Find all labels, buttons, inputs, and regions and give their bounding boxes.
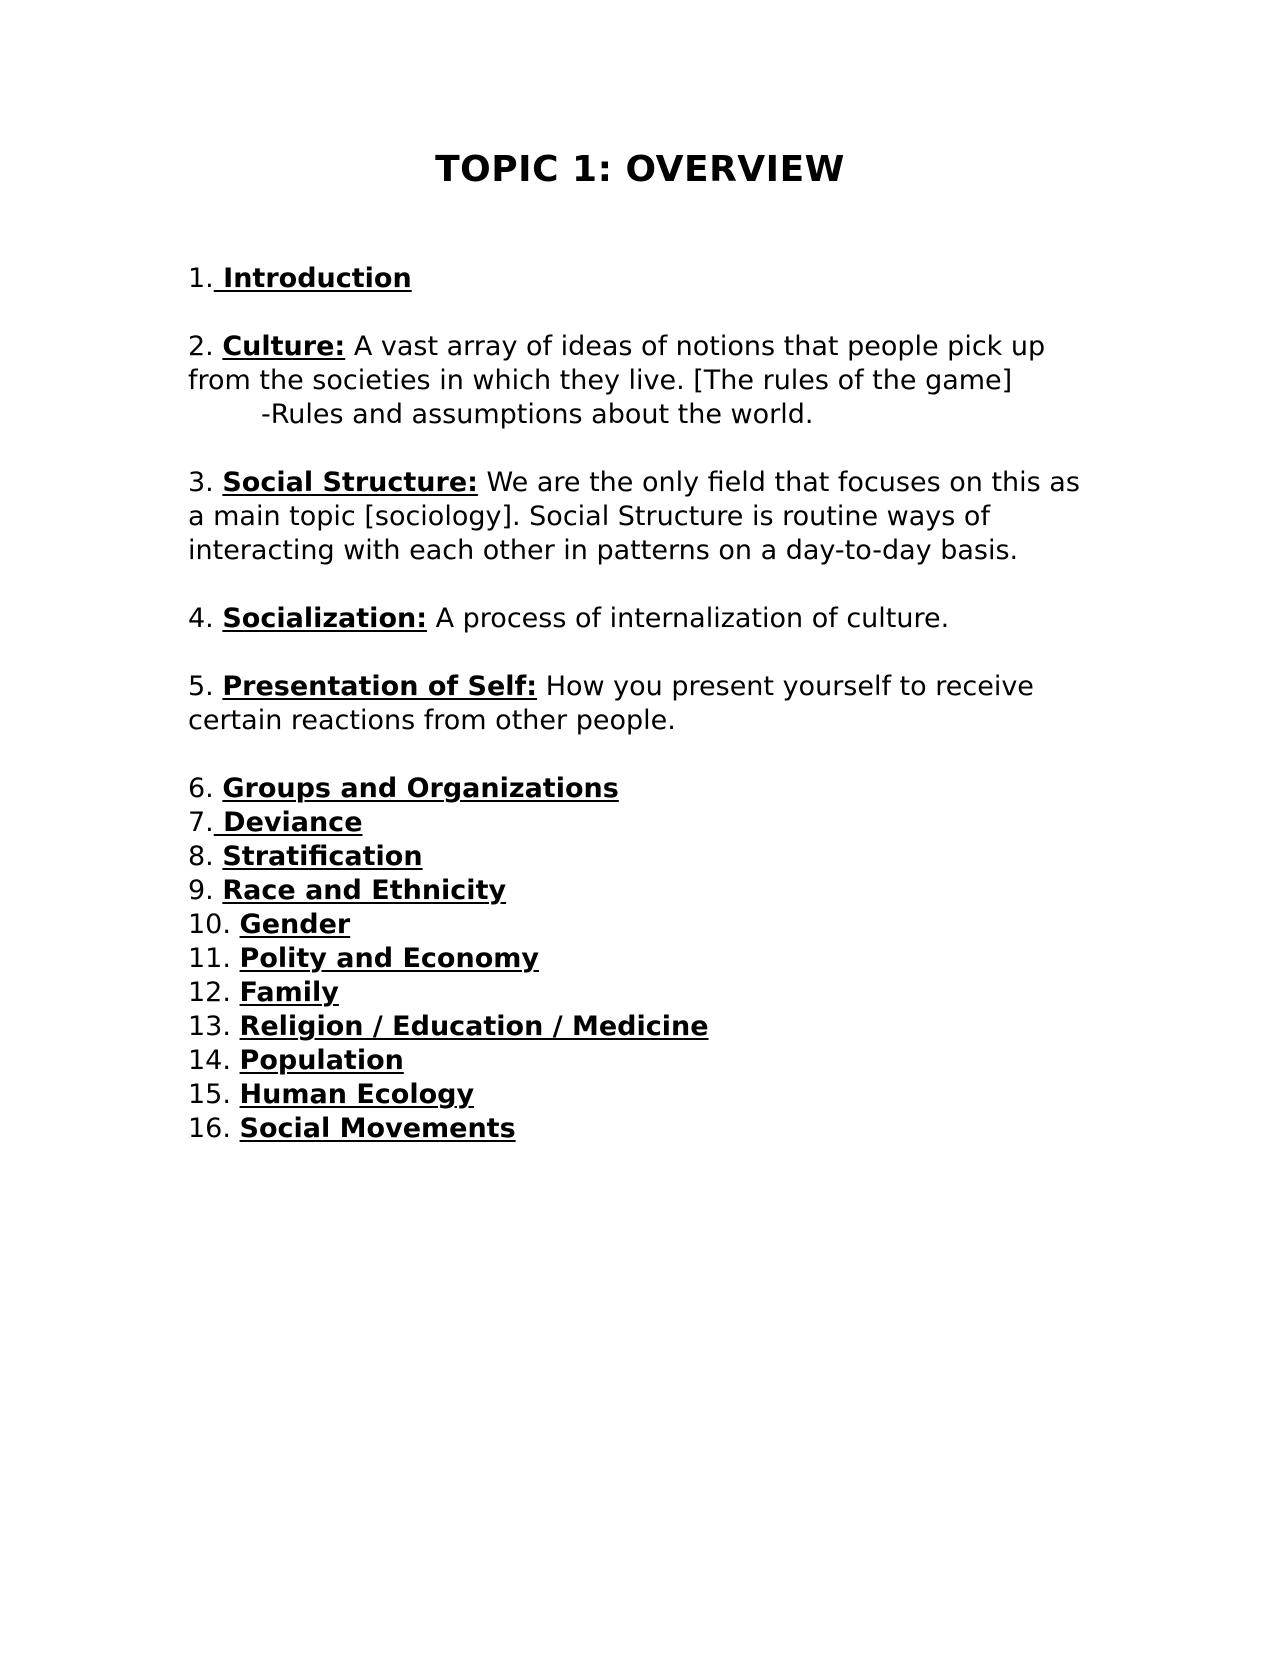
item-heading: Deviance [213, 807, 363, 838]
item-number: 1. [188, 263, 214, 294]
item-text: A process of internalization of culture. [435, 603, 950, 634]
list-item [188, 806, 1088, 840]
item-number: 11. [188, 943, 231, 974]
item-heading: Social Movements [239, 1113, 516, 1144]
document-body [188, 262, 1088, 1146]
page-title: TOPIC 1: OVERVIEW [435, 149, 845, 190]
item-text: How you present yourself to receive certain reactions from other people. [188, 671, 1034, 736]
item-number: 16. [188, 1113, 231, 1144]
item-heading: Stratification [222, 841, 423, 872]
item-socialization [188, 602, 1088, 636]
list-item [188, 840, 1088, 874]
item-number: 7. [188, 807, 214, 838]
list-item [188, 908, 1088, 942]
item-heading: Gender [239, 909, 351, 940]
item-presentation-of-self [188, 670, 1088, 738]
item-heading: Introduction [213, 263, 412, 294]
list-item [188, 976, 1088, 1010]
item-heading: Culture: [222, 331, 346, 362]
list-item [188, 772, 1088, 806]
item-number: 8. [188, 841, 214, 872]
item-number: 3. [188, 467, 214, 498]
item-text: We are the only field that focuses on this as a main topic [sociology]. Social Structure is routine ways of interacting with each other in patterns on a day-to-day basis. [188, 467, 1080, 566]
item-heading: Family [239, 977, 339, 1008]
list-item [188, 1044, 1088, 1078]
item-culture [188, 330, 1088, 432]
item-subtext: -Rules and assumptions about the world. [261, 399, 814, 430]
item-number: 12. [188, 977, 231, 1008]
item-heading: Religion / Education / Medicine [239, 1011, 709, 1042]
item-text: A vast array of ideas of notions that people pick up from the societies in which they live. [The rules of the game] [188, 331, 1046, 396]
item-heading: Socialization: [222, 603, 428, 634]
item-heading: Human Ecology [239, 1079, 475, 1110]
item-social-structure [188, 466, 1088, 568]
list-item [188, 942, 1088, 976]
item-number: 13. [188, 1011, 231, 1042]
item-heading: Presentation of Self: [222, 671, 538, 702]
list-item [188, 1112, 1088, 1146]
item-heading: Social Structure: [222, 467, 478, 498]
list-item [188, 1010, 1088, 1044]
item-heading: Race and Ethnicity [222, 875, 507, 906]
list-item [188, 1078, 1088, 1112]
item-number: 15. [188, 1079, 231, 1110]
item-number: 5. [188, 671, 214, 702]
item-number: 9. [188, 875, 214, 906]
item-heading: Groups and Organizations [222, 773, 619, 804]
item-number: 14. [188, 1045, 231, 1076]
item-number: 2. [188, 331, 214, 362]
topic-list [188, 772, 1088, 1146]
item-number: 4. [188, 603, 214, 634]
item-heading: Population [239, 1045, 404, 1076]
item-number: 6. [188, 773, 214, 804]
item-number: 10. [188, 909, 231, 940]
item-introduction [188, 262, 1088, 296]
item-heading: Polity and Economy [239, 943, 539, 974]
list-item [188, 874, 1088, 908]
